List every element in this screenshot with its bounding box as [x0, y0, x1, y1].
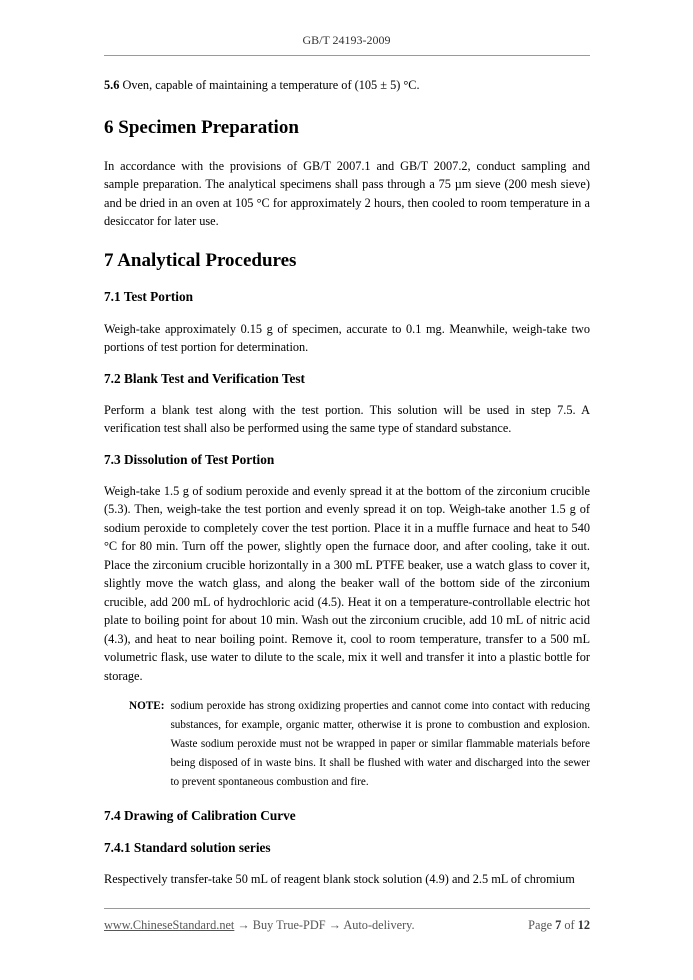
note-block: [129, 697, 590, 792]
section-6-body: In accordance with the provisions of GB/T 2007.1 and GB/T 2007.2, conduct sampling and sample preparation. The analytical specimens shall pass through a 75 µm sieve (200 mesh sieve) and be dried in an oven at 105 °C for approximately 2 hours, then cooled to room temperature in a desiccator for later use.: [104, 158, 590, 228]
arrow-icon: →: [237, 918, 250, 932]
page-content: [104, 76, 590, 889]
subsection-7-1-heading: 7.1 Test Portion: [104, 288, 194, 304]
arrow-icon: →: [328, 918, 341, 932]
page-number: [528, 918, 590, 933]
website-link[interactable]: www.ChineseStandard.net: [104, 918, 235, 932]
subsection-7-1-body: Weigh-take approximately 0.15 g of specimen, accurate to 0.1 mg. Meanwhile, weigh-take two portions of test portion for determination.: [104, 321, 590, 354]
subsection-7-4-heading: 7.4 Drawing of Calibration Curve: [104, 808, 296, 823]
footer-buy-text: Buy True-PDF: [249, 918, 329, 932]
total-pages: 12: [577, 918, 590, 932]
note-text: sodium peroxide has strong oxidizing properties and cannot come into contact with reducing substances, for example, organic matter, otherwise it is prone to combustion and explosion. Waste sodium peroxide must not be wrapped in paper or similar flammable materials before being disposed of in waste bins. It shall be flushed with water and discharged into the sewer to prevent spontaneous combustion and fire.: [170, 700, 590, 788]
subsection-7-2-body: Perform a blank test along with the test portion. This solution will be used in step 7.5. A verification test shall also be performed using the same type of standard substance.: [104, 402, 590, 435]
clause-number: 5.6: [104, 78, 120, 92]
page-header: GB/T 24193-2009: [302, 33, 391, 47]
subsection-7-3-body: Weigh-take 1.5 g of sodium peroxide and evenly spread it at the bottom of the zirconium crucible (5.3). Then, weigh-take the test portion and evenly spread it on top. Weigh-take another 1.5 g of sodium peroxide to completely cover the test portion. Place it in a muffle furnace and heat to 540 °C for 80 min. Turn off the power, slightly open the furnace door, and after cooling, take it out. Place the zirconium crucible horizontally in a 300 mL PTFE beaker, use a watch glass to cover it, slightly move the watch glass, and along the beaker wall of the bottom side of the zirconium crucible, add 200 mL of hydrochloric acid (4.5). Heat it on a temperature-controllable electric hot plate to boiling point for about 10 min. Wash out the zirconium crucible, add 10 mL of nitric acid (4.3), and heat to near boiling point. Remove it, cool to room temperature, transfer to a 500 mL volumetric flask, use water to dilute to the scale, mix it well and transfer it into a plastic bottle for storage.: [104, 483, 590, 683]
of-word: of: [561, 918, 578, 932]
subsection-7-4-1-heading: 7.4.1 Standard solution series: [104, 840, 271, 855]
clause-text: Oven, capable of maintaining a temperature of (105 ± 5) °C.: [119, 78, 420, 92]
current-page: 7: [555, 918, 562, 932]
note-label: NOTE:: [129, 700, 165, 712]
section-7-heading: 7 Analytical Procedures: [104, 249, 297, 271]
subsection-7-4-1-body: Respectively transfer-take 50 mL of reagent blank stock solution (4.9) and 2.5 mL of chromium: [104, 872, 575, 886]
section-6-heading: 6 Specimen Preparation: [104, 116, 299, 138]
page-word: Page: [528, 918, 556, 932]
header-divider: [104, 55, 590, 56]
footer-delivery-text: Auto-delivery.: [340, 918, 415, 932]
footer-divider: [104, 908, 590, 909]
subsection-7-3-heading: 7.3 Dissolution of Test Portion: [104, 451, 275, 467]
footer-promo: [104, 918, 415, 933]
subsection-7-2-heading: 7.2 Blank Test and Verification Test: [104, 370, 305, 386]
clause-5-6: [104, 76, 590, 95]
